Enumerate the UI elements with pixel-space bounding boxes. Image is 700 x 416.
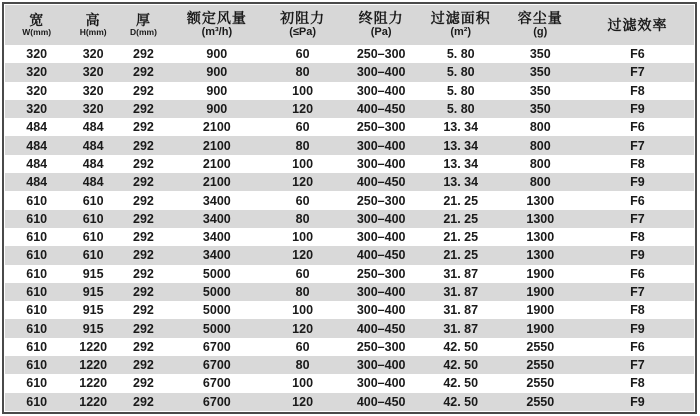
table-cell: 610 (82, 248, 104, 263)
table-cell: 292 (133, 156, 154, 171)
table-row (5, 283, 694, 301)
column-header (169, 5, 265, 45)
table-cell: F6 (630, 193, 645, 208)
table-cell: F7 (630, 285, 645, 299)
header-row (5, 5, 694, 45)
table-cell: 80 (295, 211, 310, 226)
table-cell: 120 (292, 175, 314, 190)
table-cell: 300–400 (356, 303, 406, 318)
table-cell: 21. 25 (443, 211, 479, 226)
table-cell: F8 (630, 156, 645, 171)
table-cell: 31. 87 (443, 285, 479, 299)
table-cell: 300–400 (356, 285, 406, 299)
table-cell: 1900 (526, 285, 555, 299)
table-cell: 6700 (202, 376, 231, 391)
table-cell: 915 (82, 285, 104, 299)
table-cell: F6 (630, 120, 645, 135)
table-cell: 42. 50 (443, 339, 479, 354)
table-cell: 915 (82, 266, 104, 281)
table-cell: 300–400 (356, 156, 406, 171)
table-cell: 1300 (526, 248, 555, 263)
table-cell: 350 (529, 65, 551, 80)
table-cell: 320 (26, 65, 48, 80)
table-cell: F7 (630, 358, 645, 373)
table-cell: 350 (529, 83, 551, 98)
table-cell: 13. 34 (443, 120, 479, 135)
table-row (5, 45, 694, 63)
table-cell: 2550 (526, 358, 555, 373)
table-cell: 1900 (526, 266, 555, 281)
table-cell: 900 (206, 102, 228, 117)
table-cell: 610 (26, 248, 48, 263)
table-cell: 250–300 (356, 47, 406, 62)
table-cell: 3400 (202, 230, 231, 245)
table-cell: 1900 (526, 303, 555, 318)
column-header (5, 5, 68, 45)
table-cell: 400–450 (356, 102, 406, 117)
table-cell: 300–400 (356, 230, 406, 245)
table-cell: 60 (295, 120, 310, 135)
table-cell: 60 (295, 266, 310, 281)
table-cell: 6700 (202, 394, 231, 409)
table-cell: 610 (26, 339, 48, 354)
table-cell: 2100 (202, 120, 231, 135)
table-cell: F7 (630, 138, 645, 153)
table-cell: F8 (630, 303, 645, 318)
table-cell: 6700 (202, 358, 231, 373)
table-row (5, 246, 694, 264)
table-cell: 292 (133, 285, 154, 299)
table-cell: 610 (82, 230, 104, 245)
column-unit: H(mm) (79, 27, 107, 38)
table-cell: 800 (529, 156, 551, 171)
table-cell: 2100 (202, 175, 231, 190)
table-cell: 292 (133, 211, 154, 226)
table-cell: 100 (292, 156, 314, 171)
table-row (5, 301, 694, 319)
table-cell: 320 (26, 47, 48, 62)
table-cell: 484 (26, 138, 48, 153)
column-label: 过滤面积 (430, 10, 491, 27)
table-cell: F6 (630, 266, 645, 281)
table-cell: 250–300 (356, 339, 406, 354)
column-label: 宽 (29, 11, 45, 28)
table-cell: 120 (292, 321, 314, 336)
table-cell: 5. 80 (446, 65, 475, 80)
column-label: 终阻力 (358, 10, 404, 27)
table-cell: 292 (133, 358, 154, 373)
table-cell: 80 (295, 358, 310, 373)
table-cell: 292 (133, 120, 154, 135)
table-cell: 300–400 (356, 138, 406, 153)
table-cell: 3400 (202, 211, 231, 226)
column-label: 高 (85, 11, 101, 28)
table-cell: 42. 50 (443, 358, 479, 373)
table-cell: 292 (133, 102, 154, 117)
table-cell: F9 (630, 248, 645, 263)
column-header (341, 5, 422, 45)
table-cell: 100 (292, 376, 314, 391)
table-row (5, 356, 694, 374)
table-cell: 610 (26, 266, 48, 281)
column-unit: W(mm) (22, 27, 52, 38)
table-cell: 320 (82, 47, 104, 62)
table-cell: 80 (295, 285, 310, 299)
table-cell: 300–400 (356, 358, 406, 373)
table-cell: 400–450 (356, 248, 406, 263)
table-cell: 400–450 (356, 394, 406, 409)
column-header (118, 5, 169, 45)
table-cell: 21. 25 (443, 193, 479, 208)
table-row (5, 374, 694, 392)
table-row (5, 393, 694, 411)
table-row (5, 100, 694, 118)
table-row (5, 155, 694, 173)
table-cell: 21. 25 (443, 248, 479, 263)
table-cell: 300–400 (356, 211, 406, 226)
table-cell: 1220 (79, 339, 108, 354)
table-cell: 250–300 (356, 120, 406, 135)
table-cell: 484 (26, 175, 48, 190)
table-cell: 610 (26, 285, 48, 299)
table-cell: 1300 (526, 193, 555, 208)
column-header (422, 5, 500, 45)
table-cell: 292 (133, 321, 154, 336)
table-cell: 292 (133, 83, 154, 98)
table-cell: 80 (295, 138, 310, 153)
table-row (5, 63, 694, 81)
column-unit: (g) (533, 26, 548, 39)
table-row (5, 191, 694, 209)
table-cell: 5000 (202, 303, 231, 318)
table-cell: 250–300 (356, 266, 406, 281)
table-cell: 13. 34 (443, 138, 479, 153)
table-cell: 292 (133, 376, 154, 391)
table-cell: 915 (82, 303, 104, 318)
table-cell: F6 (630, 339, 645, 354)
table-cell: 610 (26, 394, 48, 409)
table-cell: 1900 (526, 321, 555, 336)
table-cell: 250–300 (356, 193, 406, 208)
table-cell: 31. 87 (443, 266, 479, 281)
table-cell: 60 (295, 193, 310, 208)
table-cell: 900 (206, 65, 228, 80)
table-cell: 1220 (79, 376, 108, 391)
table-cell: 2100 (202, 138, 231, 153)
table-cell: 5000 (202, 266, 231, 281)
table-cell: 320 (26, 102, 48, 117)
table-cell: 484 (26, 156, 48, 171)
table-row (5, 210, 694, 228)
table-cell: 100 (292, 303, 314, 318)
table-cell: F9 (630, 394, 645, 409)
table-cell: 610 (82, 193, 104, 208)
table-cell: 350 (529, 102, 551, 117)
table-cell: 320 (26, 83, 48, 98)
table-cell: 300–400 (356, 65, 406, 80)
table-cell: 5. 80 (446, 83, 475, 98)
table-cell: 350 (529, 47, 551, 62)
table-cell: 120 (292, 102, 314, 117)
table-cell: F9 (630, 321, 645, 336)
filter-spec-table (5, 5, 694, 411)
table-cell: 1300 (526, 230, 555, 245)
table-cell: F8 (630, 83, 645, 98)
table-row (5, 118, 694, 136)
table-cell: 292 (133, 65, 154, 80)
table-cell: 484 (82, 120, 104, 135)
table-cell: 484 (82, 138, 104, 153)
table-cell: 610 (26, 303, 48, 318)
table-cell: 31. 87 (443, 303, 479, 318)
table-cell: 42. 50 (443, 376, 479, 391)
table-cell: 2100 (202, 156, 231, 171)
spec-table-header (5, 5, 694, 45)
table-cell: 292 (133, 138, 154, 153)
table-cell: 900 (206, 83, 228, 98)
table-cell: 2550 (526, 394, 555, 409)
table-cell: 100 (292, 230, 314, 245)
table-cell: 13. 34 (443, 156, 479, 171)
table-cell: 292 (133, 303, 154, 318)
table-cell: F8 (630, 376, 645, 391)
table-cell: 484 (26, 120, 48, 135)
table-cell: 80 (295, 65, 310, 80)
table-cell: 320 (82, 65, 104, 80)
column-header (265, 5, 341, 45)
table-cell: 484 (82, 175, 104, 190)
table-cell: 320 (82, 83, 104, 98)
table-cell: 800 (529, 120, 551, 135)
column-label: 初阻力 (280, 10, 326, 27)
column-label: 额定风量 (186, 10, 247, 27)
table-cell: 292 (133, 394, 154, 409)
column-header (68, 5, 118, 45)
table-cell: 5000 (202, 285, 231, 299)
spec-table-body (5, 45, 694, 411)
table-cell: 1300 (526, 211, 555, 226)
table-cell: 31. 87 (443, 321, 479, 336)
table-row (5, 319, 694, 337)
table-cell: 120 (292, 248, 314, 263)
column-unit: D(mm) (130, 27, 157, 38)
table-cell: 610 (26, 358, 48, 373)
table-row (5, 228, 694, 246)
column-unit: (m²) (450, 26, 472, 39)
column-label: 容尘量 (517, 10, 563, 27)
table-cell: 5000 (202, 321, 231, 336)
table-row (5, 82, 694, 100)
table-cell: 42. 50 (443, 394, 479, 409)
table-cell: 100 (292, 83, 314, 98)
table-cell: 610 (82, 211, 104, 226)
spec-table-frame (2, 2, 697, 414)
table-cell: 610 (26, 376, 48, 391)
column-unit: (≤Pa) (289, 26, 317, 39)
table-cell: 915 (82, 321, 104, 336)
table-cell: F7 (630, 65, 645, 80)
table-cell: 800 (529, 175, 551, 190)
table-cell: 21. 25 (443, 230, 479, 245)
column-unit: (Pa) (370, 26, 392, 39)
table-cell: 3400 (202, 193, 231, 208)
table-row (5, 265, 694, 283)
table-cell: 292 (133, 47, 154, 62)
table-row (5, 173, 694, 191)
column-header (500, 5, 581, 45)
table-cell: 1220 (79, 358, 108, 373)
table-cell: 610 (26, 321, 48, 336)
table-cell: 610 (26, 230, 48, 245)
table-cell: 300–400 (356, 376, 406, 391)
table-cell: F7 (630, 211, 645, 226)
table-cell: 292 (133, 266, 154, 281)
table-cell: 400–450 (356, 175, 406, 190)
table-cell: 5. 80 (446, 47, 475, 62)
table-row (5, 338, 694, 356)
table-cell: 610 (26, 193, 48, 208)
table-cell: F9 (630, 175, 645, 190)
table-cell: F8 (630, 230, 645, 245)
table-cell: 2550 (526, 339, 555, 354)
table-cell: 292 (133, 175, 154, 190)
table-row (5, 136, 694, 154)
table-cell: 292 (133, 339, 154, 354)
table-cell: 400–450 (356, 321, 406, 336)
table-cell: 292 (133, 230, 154, 245)
table-cell: F6 (630, 47, 645, 62)
table-cell: 800 (529, 138, 551, 153)
table-cell: 320 (82, 102, 104, 117)
table-cell: 292 (133, 248, 154, 263)
table-cell: 60 (295, 47, 310, 62)
column-unit: (m³/h) (201, 26, 233, 39)
column-label: 厚 (135, 11, 151, 28)
table-cell: 1220 (79, 394, 108, 409)
column-label: 过滤效率 (607, 16, 668, 33)
table-cell: 484 (82, 156, 104, 171)
table-cell: 60 (295, 339, 310, 354)
table-cell: 3400 (202, 248, 231, 263)
table-cell: 13. 34 (443, 175, 479, 190)
table-cell: F9 (630, 102, 645, 117)
table-cell: 5. 80 (446, 102, 475, 117)
table-cell: 2550 (526, 376, 555, 391)
table-cell: 900 (206, 47, 228, 62)
table-cell: 610 (26, 211, 48, 226)
table-cell: 120 (292, 394, 314, 409)
table-cell: 6700 (202, 339, 231, 354)
table-cell: 292 (133, 193, 154, 208)
column-header (581, 5, 694, 45)
table-cell: 300–400 (356, 83, 406, 98)
